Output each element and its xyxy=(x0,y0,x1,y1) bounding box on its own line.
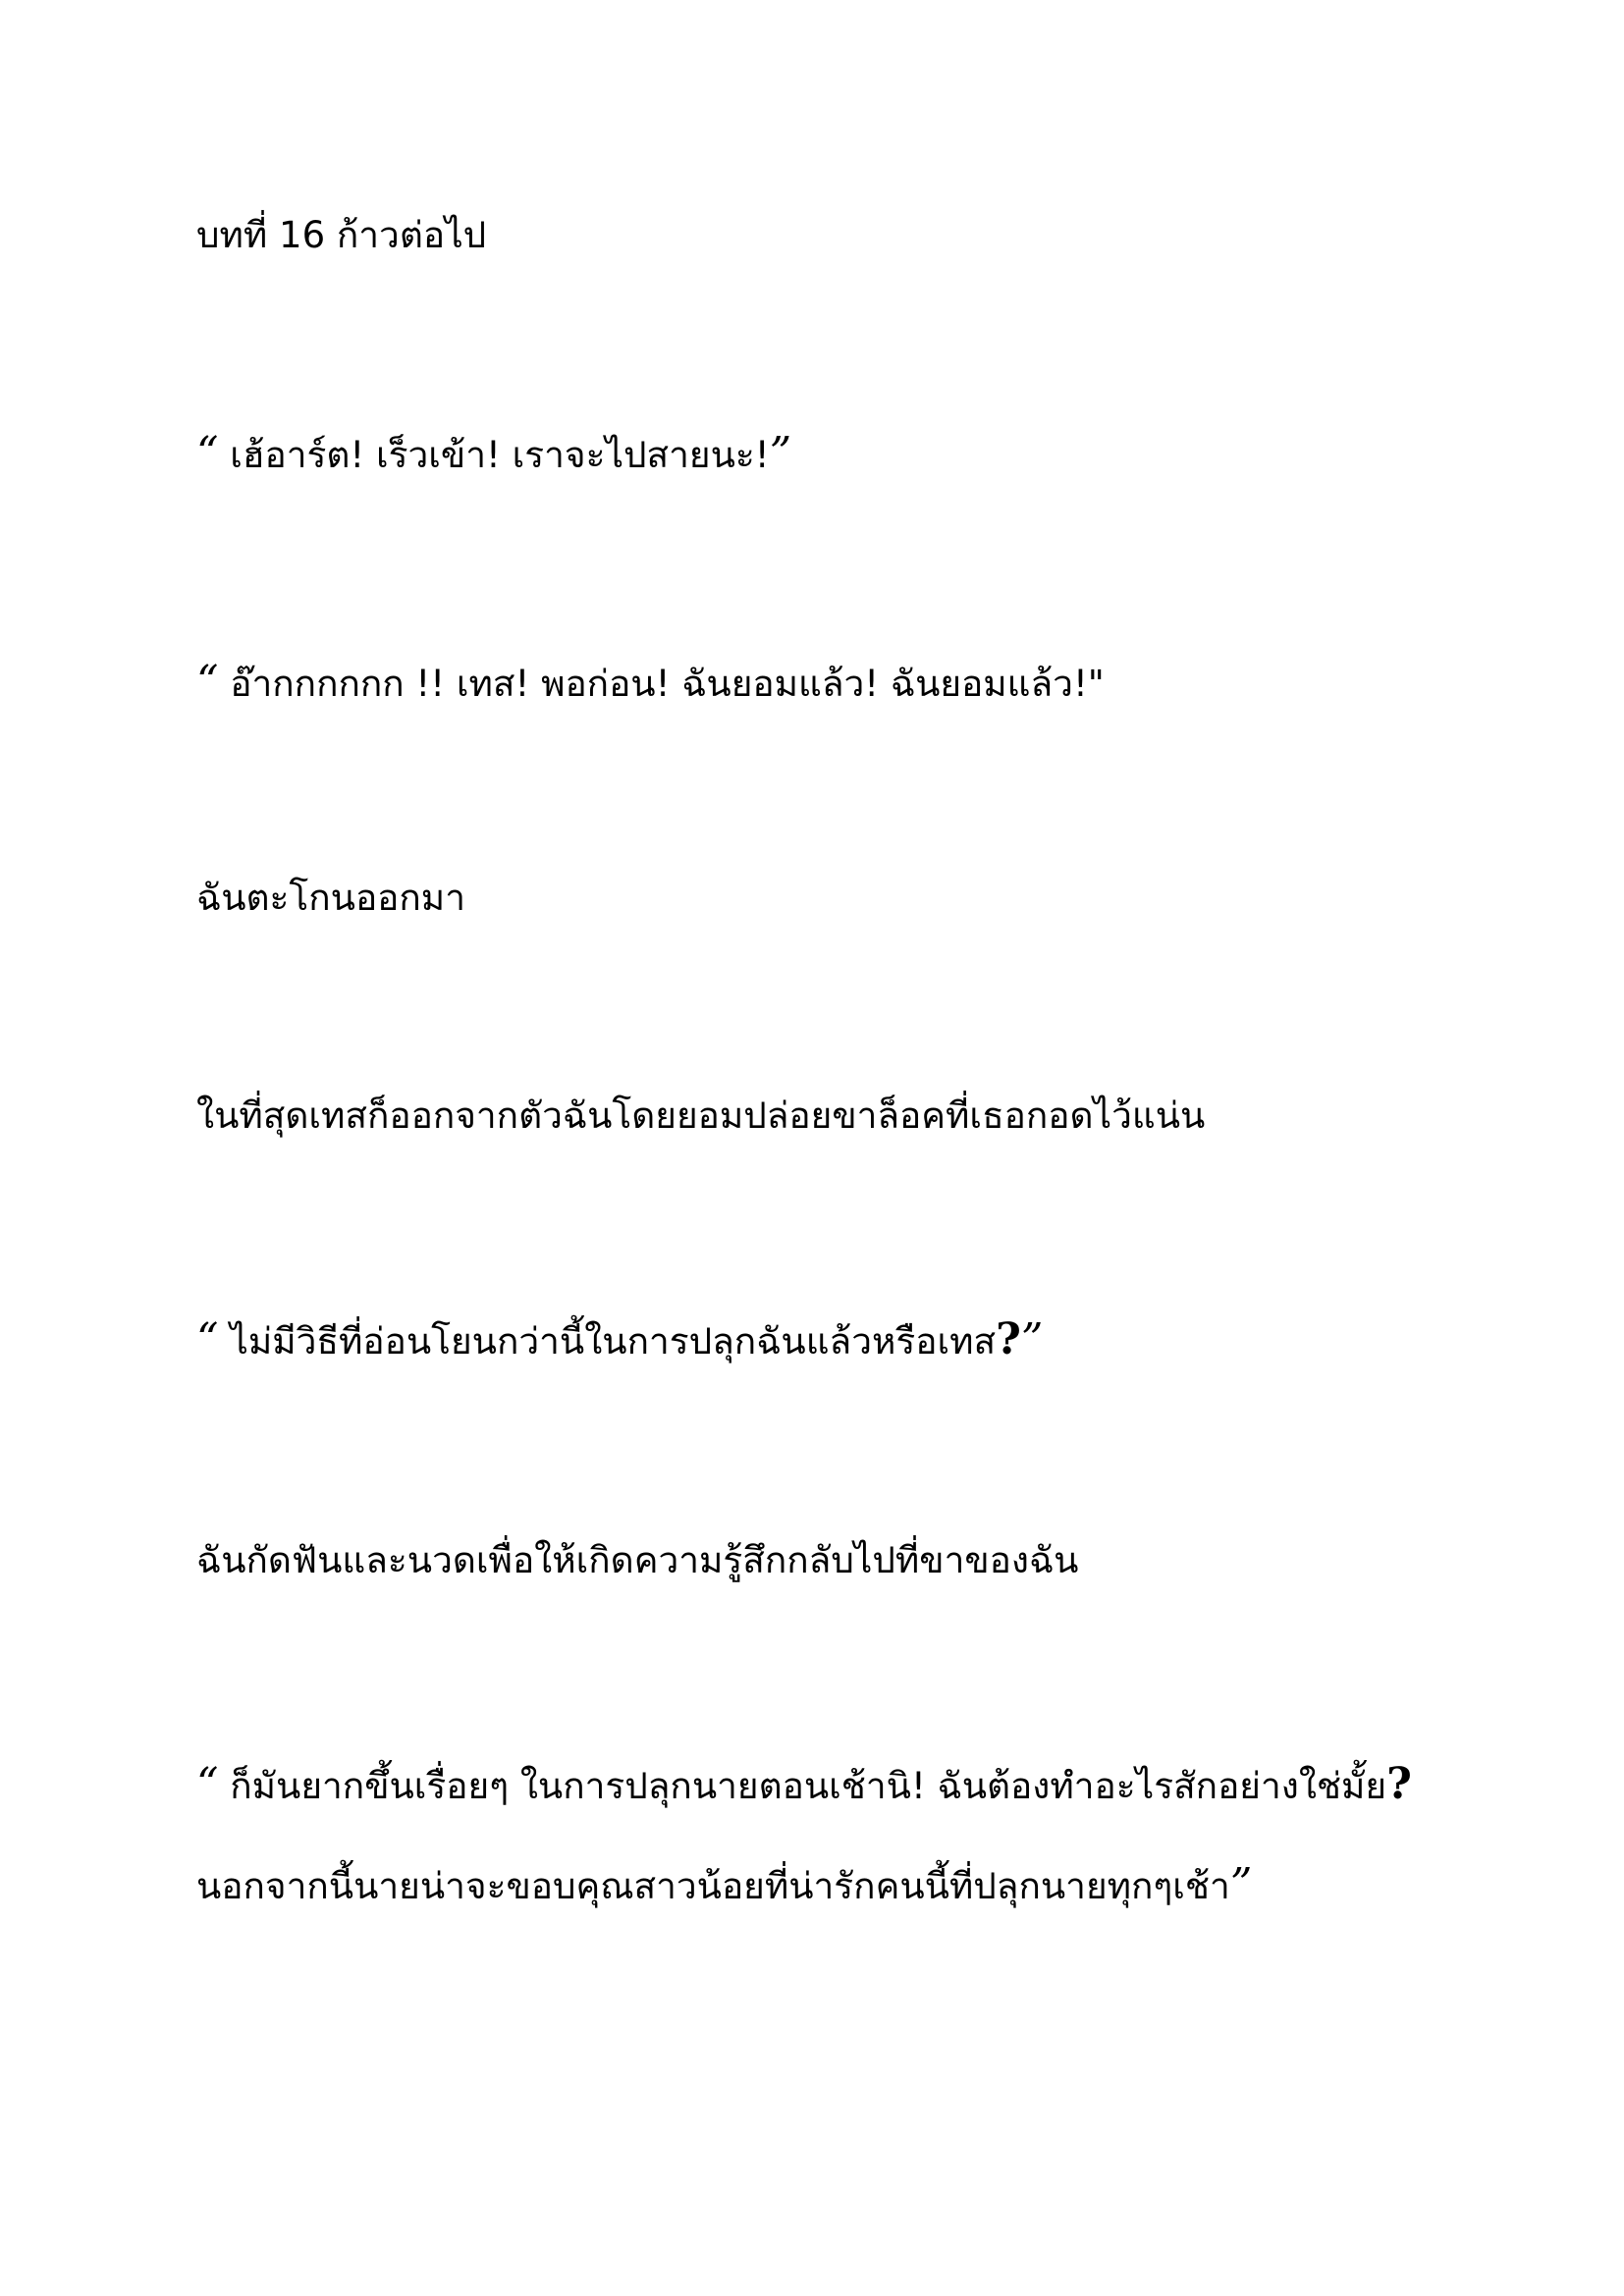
open-quote: “ xyxy=(196,428,219,478)
paragraph-5 xyxy=(196,1310,1043,1371)
close-quote: ” xyxy=(769,428,792,478)
question-mark: ? xyxy=(1386,1759,1412,1809)
open-quote: “ xyxy=(196,1759,219,1809)
question-mark: ? xyxy=(996,1314,1021,1364)
paragraph-3: ฉันตะโกนออกมา xyxy=(196,877,465,919)
paragraph-7-line-1 xyxy=(196,1755,1412,1816)
paragraph-5-text: ไม่มีวิธีที่อ่อนโยนกว่านี้ในการปลุกฉันแล้วหรือเทส xyxy=(218,1320,997,1362)
paragraph-4: ในที่สุดเทสก็ออกจากตัวฉันโดยยอมปล่อยขาล็อคที่เธอกอดไว้แน่น xyxy=(196,1095,1206,1137)
paragraph-1-text: เฮ้อาร์ต! เร็วเข้า! เราจะไปสายนะ! xyxy=(218,434,770,476)
open-quote: “ xyxy=(196,1314,219,1364)
paragraph-1 xyxy=(196,424,791,485)
paragraph-6: ฉันกัดฟันและนวดเพื่อให้เกิดความรู้สึกกลับไปที่ขาของฉัน xyxy=(196,1539,1079,1581)
paragraph-7-line-2 xyxy=(196,1855,1252,1916)
paragraph-2-text: อ๊ากกกกกก !! เทส! พอก่อน! ฉันยอมแล้ว! ฉันยอมแล้ว!" xyxy=(218,663,1105,705)
chapter-title: บทที่ 16 ก้าวต่อไป xyxy=(196,214,487,256)
paragraph-7-line-2-text: นอกจากนี้นายน่าจะขอบคุณสาวน้อยที่น่ารักคนนี้ที่ปลุกนายทุกๆเช้า xyxy=(196,1865,1230,1907)
close-quote: ” xyxy=(1020,1314,1044,1364)
paragraph-7-line-1-text: ก็มันยากขึ้นเรื่อยๆ ในการปลุกนายตอนเช้านิ! ฉันต้องทำอะไรสักอย่างใช่มั้ย xyxy=(218,1765,1387,1807)
close-quote: ” xyxy=(1229,1859,1253,1909)
paragraph-2 xyxy=(196,653,1105,714)
open-quote: “ xyxy=(196,657,219,707)
